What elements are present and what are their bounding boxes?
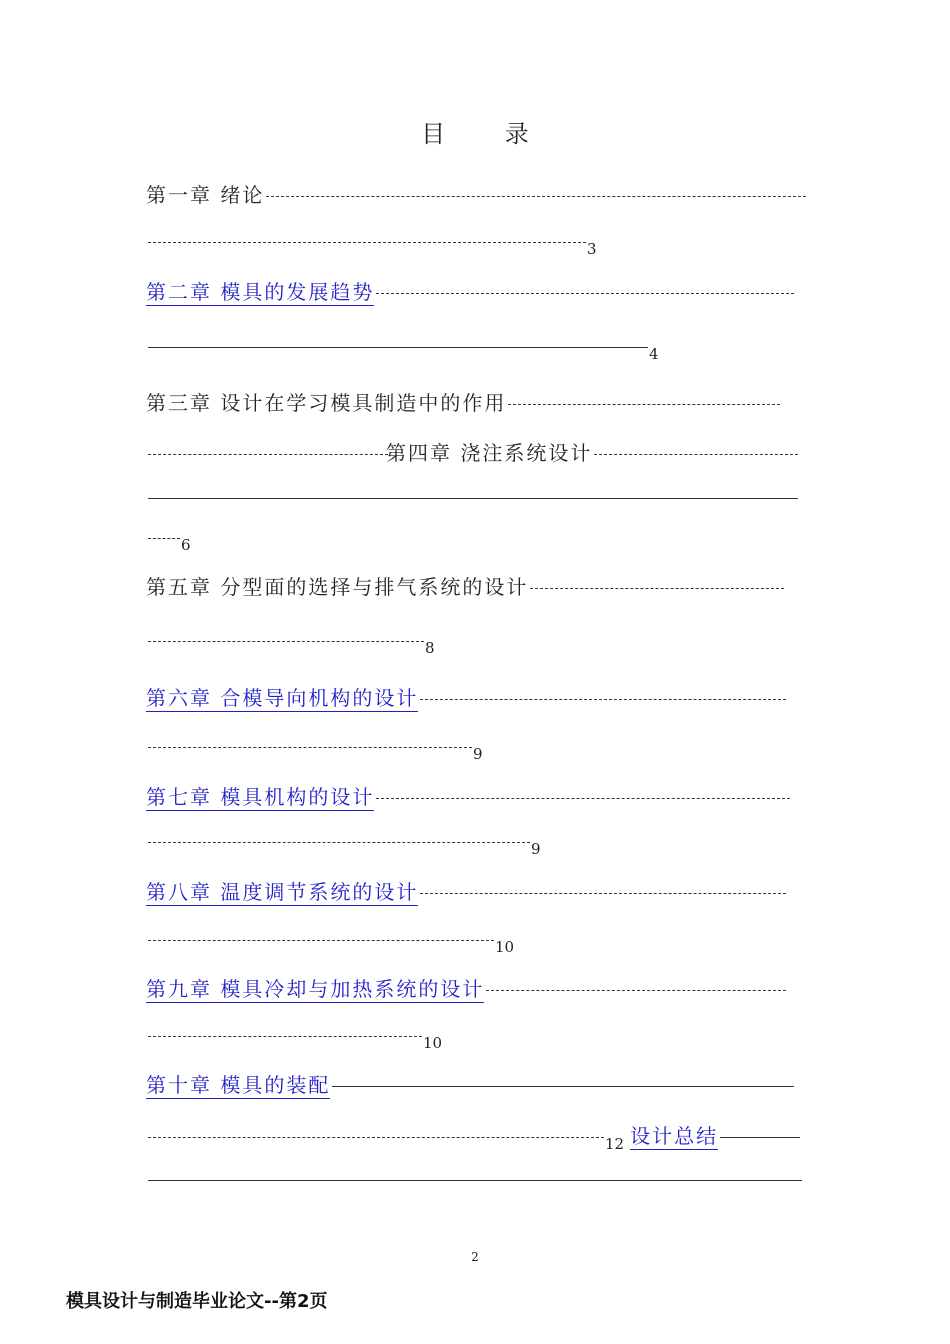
toc-entry-10 [146, 1071, 794, 1099]
toc-entry-link[interactable]: 第二章 模具的发展趋势 [146, 280, 375, 304]
leader-dashes [376, 293, 794, 294]
leader-dashes [530, 588, 784, 589]
toc-entry-1-cont [146, 227, 597, 263]
toc-entry-6 [146, 684, 786, 712]
toc-page-number: 9 [531, 840, 541, 858]
toc-page-number: 9 [473, 745, 483, 763]
toc-entry-label: 第三章 设计在学习模具制造中的作用 [146, 391, 507, 415]
toc-entry-4 [146, 439, 798, 467]
document-footer: 模具设计与制造毕业论文--第2页 [66, 1291, 328, 1312]
toc-entry-11-cont [146, 1165, 803, 1201]
leader-dashes [148, 498, 798, 499]
leader-dashes [148, 1180, 802, 1181]
toc-entry-7-cont [146, 827, 541, 863]
toc-entry-9 [146, 975, 786, 1003]
toc-entry-8 [146, 878, 786, 906]
leader-dashes [266, 196, 806, 197]
leader-dashes [148, 1036, 422, 1037]
leader-dashes [148, 347, 648, 348]
toc-entry-8-cont [146, 925, 514, 961]
toc-page-number: 8 [425, 639, 435, 657]
leader-dashes [148, 842, 530, 843]
leader-dashes [376, 798, 790, 799]
leader-dashes [720, 1137, 800, 1138]
leader-dashes [486, 990, 786, 991]
toc-entry-3 [146, 389, 780, 417]
toc-entry-1 [146, 181, 806, 209]
leader-dashes [148, 454, 388, 455]
toc-entry-11 [146, 1122, 800, 1158]
toc-entry-link[interactable]: 第十章 模具的装配 [146, 1073, 331, 1097]
leader-dashes [148, 1137, 604, 1138]
toc-entry-link[interactable]: 第九章 模具冷却与加热系统的设计 [146, 977, 485, 1001]
toc-entry-link[interactable]: 第八章 温度调节系统的设计 [146, 880, 419, 904]
toc-entry-7 [146, 783, 790, 811]
toc-entry-9-cont [146, 1021, 442, 1057]
toc-page-number: 10 [423, 1034, 443, 1052]
toc-entry-2-cont [146, 332, 659, 368]
toc-entry-link[interactable]: 第七章 模具机构的设计 [146, 785, 375, 809]
toc-page-number: 6 [181, 536, 191, 554]
toc-title: 目 录 [421, 120, 555, 148]
toc-entry-5 [146, 573, 784, 601]
leader-dashes [148, 747, 472, 748]
toc-page-number: 3 [587, 240, 597, 258]
toc-entry-5-cont [146, 626, 435, 662]
leader-dashes [420, 893, 786, 894]
toc-page-number: 10 [495, 938, 515, 956]
toc-entry-4-cont [146, 483, 798, 511]
toc-entry-2 [146, 278, 794, 306]
leader-dashes [420, 699, 786, 700]
toc-entry-link[interactable]: 设计总结 [630, 1124, 719, 1148]
toc-page-number: 4 [649, 345, 659, 363]
toc-entry-4-cont2 [146, 523, 191, 559]
toc-page-number: 12 [605, 1135, 625, 1153]
leader-dashes [148, 940, 494, 941]
leader-dashes [332, 1086, 794, 1087]
leader-dashes [508, 404, 780, 405]
leader-dashes [148, 242, 586, 243]
page-number: 2 [471, 1250, 479, 1264]
toc-entry-label: 第一章 绪论 [146, 183, 265, 207]
toc-entry-link[interactable]: 第六章 合模导向机构的设计 [146, 686, 419, 710]
leader-dashes [148, 641, 424, 642]
toc-entry-label: 第四章 浇注系统设计 [386, 441, 593, 465]
toc-entry-label: 第五章 分型面的选择与排气系统的设计 [146, 575, 529, 599]
leader-dashes [594, 454, 798, 455]
toc-entry-6-cont [146, 732, 483, 768]
leader-dashes [148, 538, 180, 539]
